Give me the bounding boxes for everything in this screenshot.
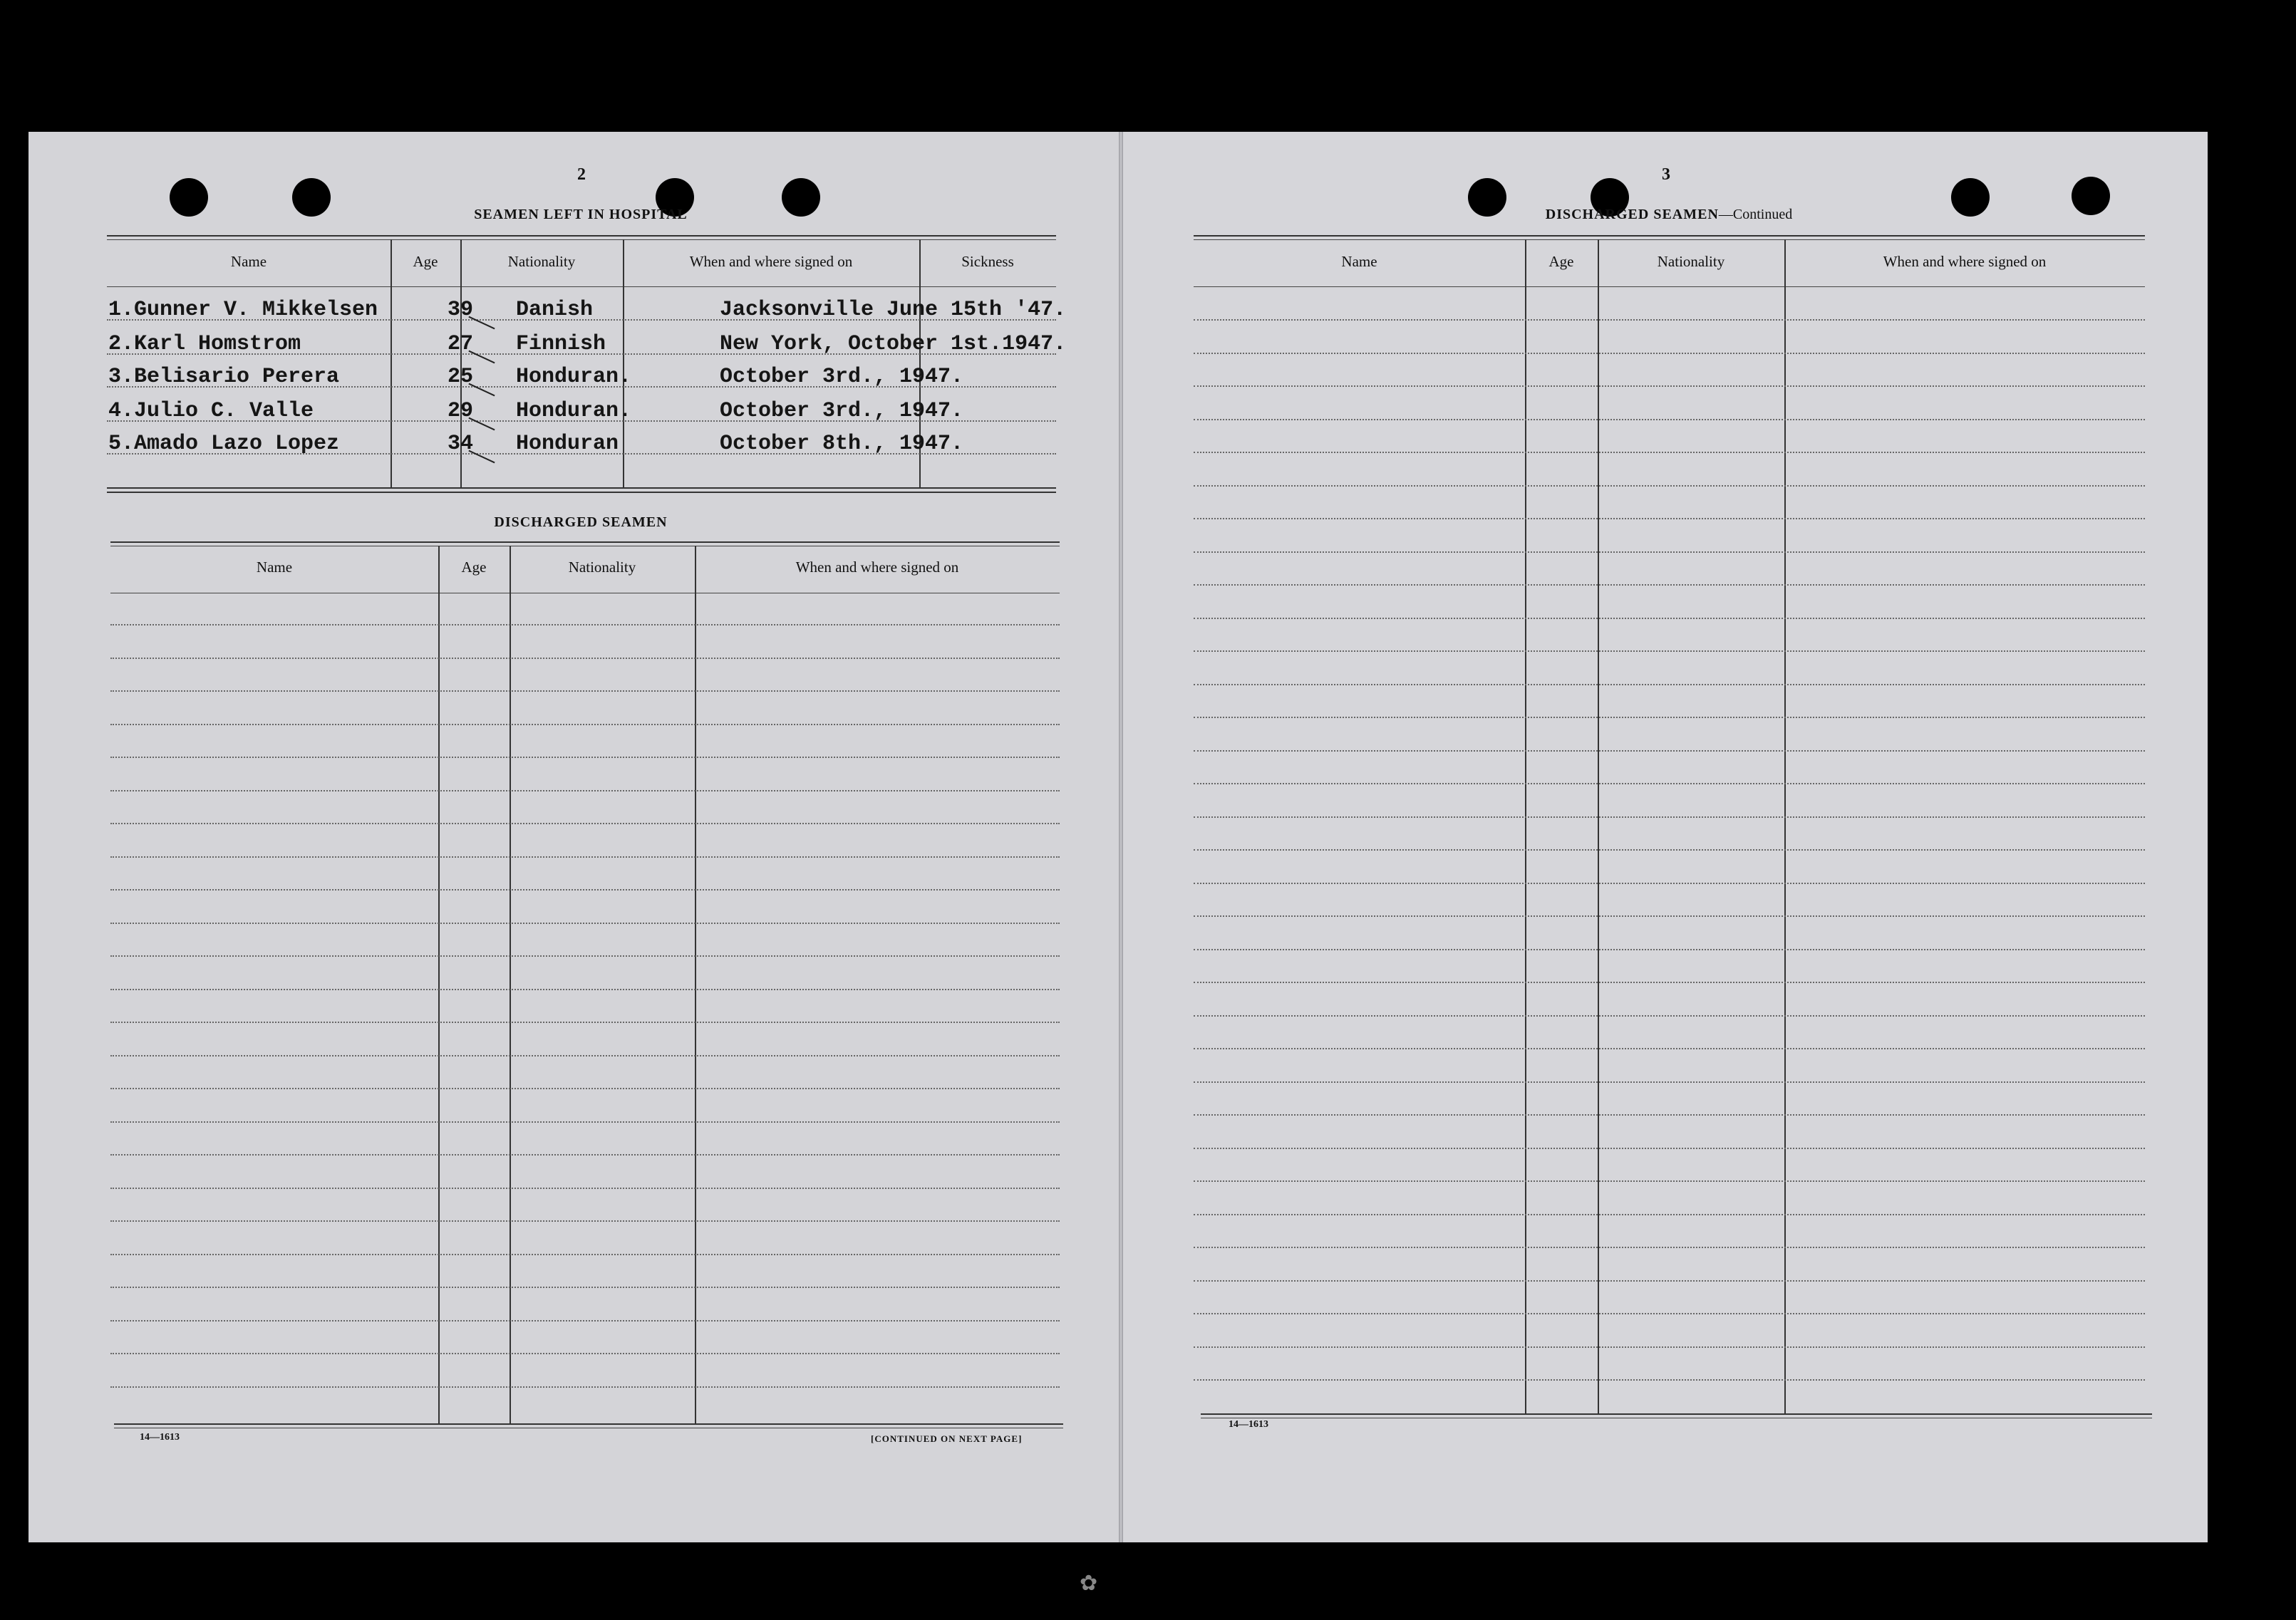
- table-top-rule: [1194, 239, 2145, 240]
- page-number: 3: [1662, 165, 1670, 184]
- row-line: [1194, 915, 2145, 917]
- row-line: [1194, 1114, 2145, 1116]
- row-line: [110, 1055, 1060, 1056]
- punch-hole: [1468, 178, 1506, 217]
- row-line: [110, 1088, 1060, 1089]
- column-header-sickness: Sickness: [961, 253, 1014, 270]
- hospital-row-signed-on: October 3rd., 1947.: [720, 399, 964, 423]
- row-line: [110, 790, 1060, 791]
- row-line: [110, 690, 1060, 692]
- column-header-signed-on: When and where signed on: [795, 559, 959, 576]
- column-divider: [623, 239, 624, 487]
- hospital-row-name: 4.Julio C. Valle: [108, 399, 314, 423]
- column-divider: [438, 546, 440, 1425]
- page-fold: [1119, 132, 1123, 1542]
- row-line: [1194, 1379, 2145, 1381]
- form-number: 14—1613: [140, 1432, 180, 1443]
- row-line: [1194, 1015, 2145, 1017]
- row-line: [1194, 419, 2145, 420]
- header-bottom-rule: [107, 286, 1056, 287]
- hospital-row-age: 34: [448, 432, 474, 456]
- hospital-row-signed-on: October 8th., 1947.: [720, 432, 964, 456]
- row-line: [1194, 1346, 2145, 1348]
- column-header-signed-on: When and where signed on: [689, 253, 853, 270]
- row-line: [110, 1022, 1060, 1023]
- column-divider: [391, 239, 392, 487]
- form-number: 14—1613: [1229, 1419, 1268, 1430]
- table-bottom-rule: [107, 492, 1056, 493]
- title-suffix: —Continued: [1718, 207, 1793, 222]
- punch-hole: [292, 178, 331, 217]
- table-top-rule: [107, 239, 1056, 240]
- row-line: [1194, 1180, 2145, 1182]
- hospital-row-signed-on: Jacksonville June 15th '47.: [720, 298, 1067, 322]
- table-bottom-rule: [107, 487, 1056, 489]
- column-header-name: Name: [1341, 253, 1377, 270]
- hospital-row-nationality: Honduran: [516, 432, 619, 456]
- row-line: [1194, 584, 2145, 586]
- row-line: [1194, 650, 2145, 652]
- column-header-signed-on: When and where signed on: [1883, 253, 2047, 270]
- clip-mark-icon: ✿: [1080, 1572, 1098, 1595]
- row-line: [1194, 1280, 2145, 1282]
- row-line: [1194, 518, 2145, 519]
- hospital-section-title: SEAMEN LEFT IN HOSPITAL: [474, 207, 688, 222]
- hospital-row-nationality: Danish: [516, 298, 594, 322]
- table-bottom-rule: [114, 1423, 1063, 1425]
- row-line: [110, 624, 1060, 625]
- row-line: [110, 923, 1060, 924]
- hospital-row-nationality: Finnish: [516, 332, 606, 356]
- punch-hole: [1951, 178, 1990, 217]
- header-bottom-rule: [1194, 286, 2145, 287]
- hospital-row-signed-on: October 3rd., 1947.: [720, 365, 964, 389]
- row-line: [110, 1121, 1060, 1123]
- row-line: [110, 1188, 1060, 1189]
- column-header-age: Age: [1548, 253, 1574, 270]
- discharged-continued-title: [1519, 207, 1819, 223]
- row-line: [110, 1386, 1060, 1388]
- row-line: [1194, 1048, 2145, 1049]
- row-line: [1194, 982, 2145, 983]
- row-line: [1194, 949, 2145, 950]
- column-header-nationality: Nationality: [568, 559, 636, 576]
- hospital-row-name: 5.Amado Lazo Lopez: [108, 432, 340, 456]
- hospital-row-signed-on: New York, October 1st.1947.: [720, 332, 1067, 356]
- hospital-row-age: 27: [448, 332, 474, 356]
- row-line: [110, 1287, 1060, 1288]
- continued-note: [CONTINUED ON NEXT PAGE]: [871, 1433, 1023, 1444]
- row-line: [1194, 385, 2145, 387]
- column-header-age: Age: [461, 559, 487, 576]
- punch-hole: [170, 178, 208, 217]
- row-line: [1194, 1081, 2145, 1083]
- row-line: [110, 1154, 1060, 1156]
- discharged-section-title: DISCHARGED SEAMEN: [494, 514, 668, 530]
- title-main: DISCHARGED SEAMEN: [1545, 207, 1719, 222]
- hospital-row-nationality: Honduran.: [516, 399, 632, 423]
- row-line: [110, 1353, 1060, 1354]
- row-line: [110, 823, 1060, 824]
- right-page: [1122, 132, 2208, 1542]
- column-divider: [1784, 239, 1786, 1415]
- column-header-name: Name: [256, 559, 293, 576]
- row-line: [1194, 1214, 2145, 1215]
- column-divider: [695, 546, 696, 1425]
- punch-hole: [782, 178, 820, 217]
- row-line: [1194, 883, 2145, 884]
- column-header-name: Name: [230, 253, 267, 270]
- row-line: [110, 856, 1060, 858]
- hospital-row-name: 2.Karl Homstrom: [108, 332, 301, 356]
- row-line: [1194, 551, 2145, 553]
- row-line: [1194, 319, 2145, 321]
- row-line: [1194, 1313, 2145, 1314]
- row-line: [110, 955, 1060, 957]
- row-line: [110, 658, 1060, 659]
- punch-hole: [2072, 177, 2110, 215]
- row-line: [1194, 485, 2145, 487]
- row-line: [1194, 1247, 2145, 1248]
- hospital-row-nationality: Honduran.: [516, 365, 632, 389]
- row-line: [110, 989, 1060, 990]
- row-line: [1194, 816, 2145, 818]
- column-divider: [1525, 239, 1526, 1415]
- row-line: [110, 1320, 1060, 1322]
- row-line: [1194, 783, 2145, 784]
- column-divider: [510, 546, 511, 1425]
- column-divider: [1598, 239, 1599, 1415]
- row-line: [1194, 452, 2145, 453]
- row-line: [110, 757, 1060, 758]
- row-line: [1194, 1148, 2145, 1149]
- row-line: [1194, 750, 2145, 752]
- row-line: [1194, 353, 2145, 354]
- row-line: [110, 1254, 1060, 1255]
- column-header-age: Age: [413, 253, 438, 270]
- table-top-rule: [1194, 235, 2145, 237]
- column-header-nationality: Nationality: [1657, 253, 1725, 270]
- hospital-row-name: 3.Belisario Perera: [108, 365, 340, 389]
- row-line: [110, 1220, 1060, 1222]
- table-top-rule: [107, 235, 1056, 237]
- row-line: [1194, 618, 2145, 619]
- table-bottom-rule: [1201, 1413, 2152, 1415]
- row-line: [1194, 849, 2145, 851]
- hospital-row-name: 1.Gunner V. Mikkelsen: [108, 298, 378, 322]
- hospital-row-age: 29: [448, 399, 474, 423]
- hospital-row-age: 25: [448, 365, 474, 389]
- row-line: [1194, 717, 2145, 718]
- row-line: [1194, 684, 2145, 685]
- page-number: 2: [577, 165, 586, 184]
- table-top-rule: [110, 541, 1060, 543]
- row-line: [110, 889, 1060, 891]
- column-header-nationality: Nationality: [507, 253, 576, 270]
- hospital-row-age: 39: [448, 298, 474, 322]
- row-line: [110, 724, 1060, 725]
